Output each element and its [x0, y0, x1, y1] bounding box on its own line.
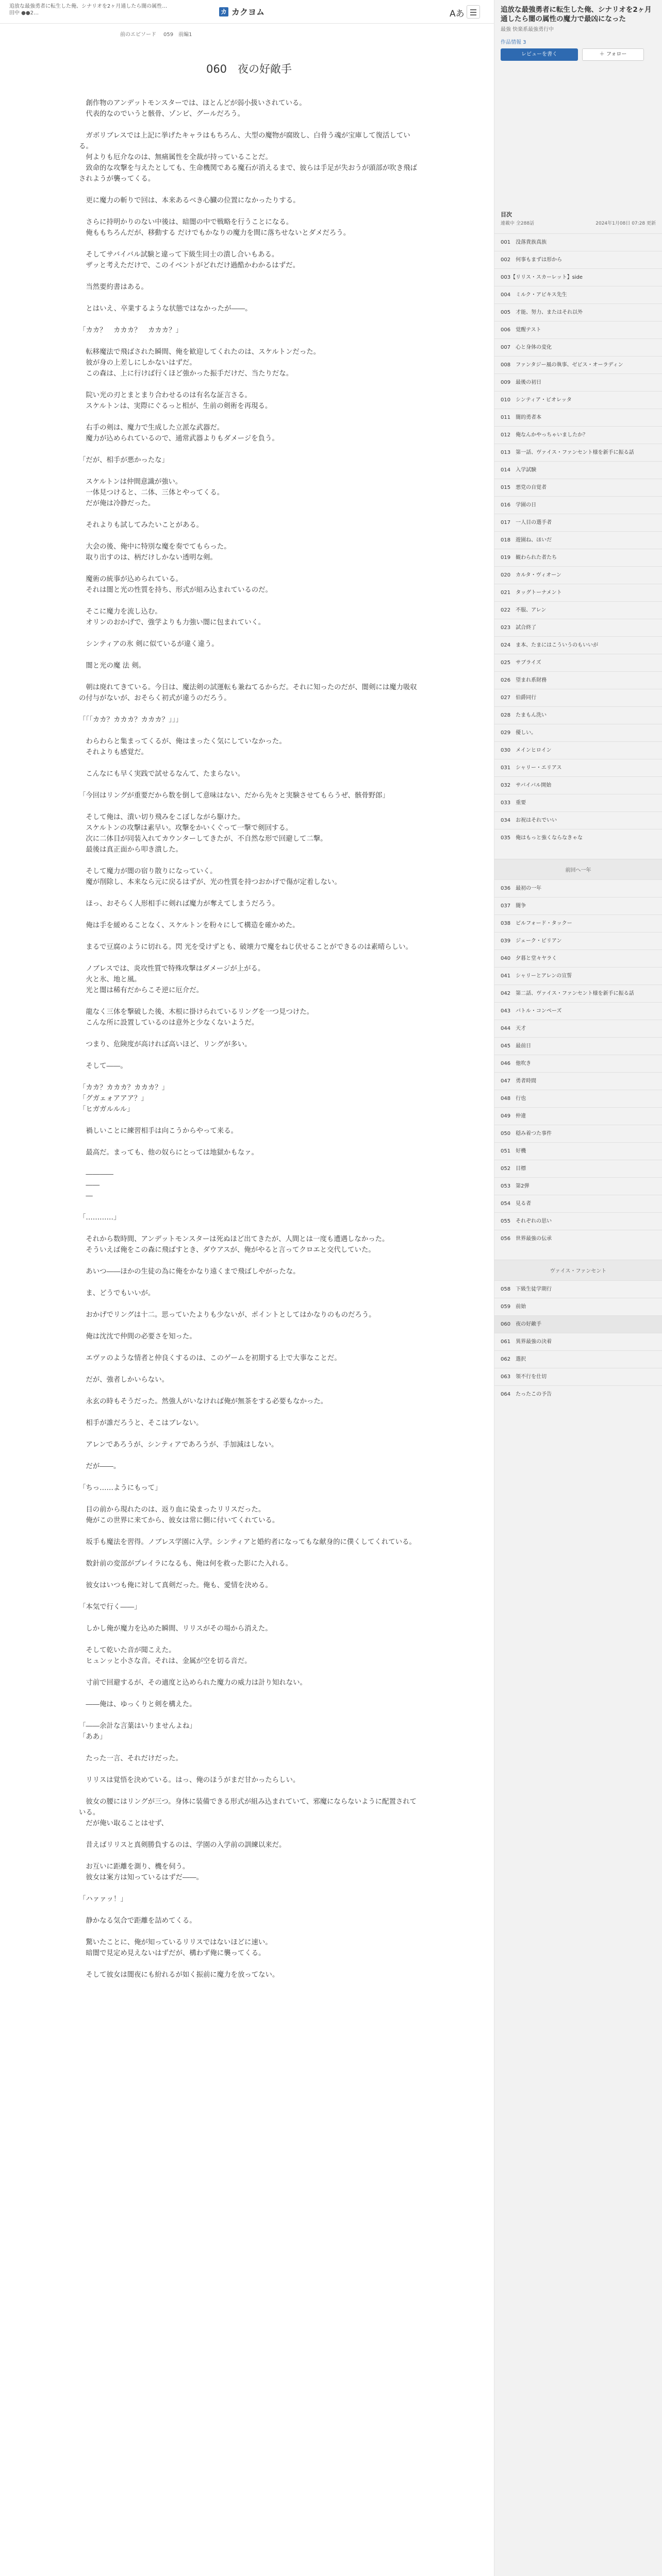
- body-paragraph: [79, 1926, 419, 1937]
- episode-link[interactable]: 039 ジェーク・ビリアン: [494, 932, 662, 950]
- body-paragraph: 「本気で行く――」: [79, 1603, 141, 1611]
- episode-link[interactable]: 003【リリス・スカーレット】side: [494, 268, 662, 286]
- body-paragraph: 「カカ？カカカ？カカカ？」: [79, 1084, 169, 1092]
- body-paragraph: 次に二体目が同装入れてカウンターしてきたが、不自然な形で回避して二撃。: [79, 835, 327, 843]
- episode-link[interactable]: 020 カルタ・ヴィオーン: [494, 566, 662, 584]
- episode-link[interactable]: 041 シャリーとアレンの宣誓: [494, 967, 662, 985]
- body-paragraph: [79, 1201, 419, 1212]
- body-paragraph: 火と氷、地と風。: [79, 976, 141, 984]
- body-paragraph: ――――: [79, 1171, 113, 1178]
- episode-link[interactable]: 025 サブライズ: [494, 654, 662, 671]
- body-paragraph: それは闇と光の性質を持ち、形式が組み込まれているのだ。: [79, 586, 272, 594]
- episode-link[interactable]: 052 目標: [494, 1160, 662, 1177]
- body-paragraph: [79, 704, 419, 715]
- body-paragraph: [79, 1764, 419, 1775]
- episode-link[interactable]: 038 ビルフォード・タックー: [494, 914, 662, 932]
- body-paragraph: 最高だ。まっても、他の奴らにとっては地獄かもなァ。: [79, 1149, 258, 1157]
- body-paragraph: おかげでリングは十二。思っていたよりも少ないが、ポイントとしてはかなりのものだろう。: [79, 1311, 376, 1319]
- body-paragraph: とはいえ、卒業するような状態ではなかったが――。: [79, 305, 252, 313]
- body-paragraph: [79, 206, 419, 217]
- episode-link[interactable]: 047 勇者時間: [494, 1072, 662, 1090]
- body-paragraph: [79, 1710, 419, 1721]
- episode-link[interactable]: 010 シンティア・ビオレッタ: [494, 391, 662, 409]
- kakuyomu-logo-icon: カ: [219, 7, 228, 16]
- body-paragraph: 代表的なのでいうと骸骨、ゾンビ、グールだろう。: [79, 110, 244, 118]
- body-paragraph: あいつ――ほかの生徒の為に俺をかなり遠くまで飛ばしやがったな。: [79, 1268, 300, 1276]
- body-paragraph: [79, 563, 419, 574]
- episode-link[interactable]: 061 異界最強の決着: [494, 1333, 662, 1350]
- hamburger-icon[interactable]: [467, 5, 480, 19]
- body-paragraph: [79, 855, 419, 866]
- episode-link[interactable]: 011 闇的勇者本: [494, 409, 662, 426]
- body-paragraph: ノブレスでは、炎攻性質で特殊攻撃はダメージが上がる。: [79, 965, 265, 973]
- episode-list-part2: [494, 879, 662, 1247]
- body-paragraph: [79, 1385, 419, 1396]
- body-paragraph: [79, 1429, 419, 1439]
- episode-link[interactable]: 059 前始: [494, 1298, 662, 1315]
- body-paragraph: オリンのおかげで、強学よりも力強い闇に包まれていく。: [79, 619, 266, 626]
- episode-link[interactable]: 001 没落貴族真族: [494, 233, 662, 251]
- body-paragraph: 「ちっ……ようにもって」: [79, 1484, 162, 1492]
- episode-list-part3: [494, 1280, 662, 1403]
- body-paragraph: 静かなる気合で距離を詰めてくる。: [79, 1917, 196, 1925]
- current-episode-crumb: 059 前編1: [163, 32, 192, 38]
- body-paragraph: 魔力が込められているので、通常武器よりもダメージを負う。: [79, 435, 279, 443]
- episode-link[interactable]: 032 サバイバル開始: [494, 776, 662, 794]
- body-paragraph: しかし俺が魔力を込めた瞬間、リリスがその場から消えた。: [79, 1625, 272, 1633]
- episode-link[interactable]: 043 バトル・コンペーズ: [494, 1002, 662, 1020]
- episode-link[interactable]: 058 下級生徒学期行: [494, 1280, 662, 1298]
- body-paragraph: アレンであろうが、シンティアであろうが、手加減はしない。: [79, 1441, 278, 1449]
- body-paragraph: 致命的な攻撃を与えたとしても、生命機関である魔石が消えるまで、彼らは手足が失おうが頭部が吹き飛ばされようが襲ってくる。: [79, 164, 417, 183]
- episode-link[interactable]: 015 悪党の自覚者: [494, 479, 662, 496]
- follow-button[interactable]: ＋ フォロー: [582, 48, 644, 61]
- body-paragraph: つまり、危険度が高ければ高いほど、リングが多い。: [79, 1041, 252, 1048]
- body-paragraph: だが俺は冷静だった。: [79, 500, 155, 507]
- body-paragraph: スケルトンは、実際にぐるっと相が、生前の剣術を再現る。: [79, 402, 272, 410]
- header-author[interactable]: 田中 ●●2…: [9, 10, 39, 16]
- work-info-link[interactable]: 作品情報 3: [501, 40, 526, 45]
- chapter-heading-2: 前回へ一年: [494, 859, 662, 879]
- right-sidebar: [494, 0, 662, 2576]
- body-paragraph: [79, 1591, 419, 1602]
- body-paragraph: [79, 412, 419, 422]
- body-paragraph: [79, 1342, 419, 1353]
- body-paragraph: [79, 596, 419, 606]
- episode-link[interactable]: 029 優しい。: [494, 724, 662, 741]
- body-paragraph: [79, 239, 419, 249]
- body-paragraph: スケルトンは仲間意識が強い。: [79, 478, 183, 486]
- body-paragraph: 昔えばリリスと真剣勝負するのは、学園の入学前の訓練以来だ。: [79, 1841, 286, 1849]
- body-paragraph: 「カカ？ カカカ？ カカカ？」: [79, 327, 183, 334]
- episode-link[interactable]: 050 穏み着つた事件: [494, 1125, 662, 1142]
- body-paragraph: 闇と光の魔 法 剣。: [79, 662, 146, 670]
- body-paragraph: 永玄の時もそうだった。然強人がいなければ俺が無茶をする必要もなかった。: [79, 1398, 328, 1405]
- body-paragraph: [79, 379, 419, 390]
- episode-link[interactable]: 054 見る者: [494, 1195, 662, 1212]
- body-paragraph: だが俺い取ることはせず、: [79, 1820, 169, 1827]
- episode-link[interactable]: 004 ミルク・アビキス先生: [494, 286, 662, 303]
- body-paragraph: [79, 120, 419, 130]
- episode-link[interactable]: 028 たまもん洗い: [494, 706, 662, 724]
- body-paragraph: シンティアの氷 剣に似ているが違く違う。: [79, 640, 219, 648]
- chapter-heading-3: ヴァイス・ファンセント: [494, 1260, 662, 1280]
- body-paragraph: 相手が誰だろうと、そこはブレない。: [79, 1419, 203, 1427]
- body-paragraph: [79, 1742, 419, 1753]
- body-paragraph: たった一言、それだけだった。: [79, 1755, 183, 1762]
- body-paragraph: 俺は手を緩めることなく、スケルトンを粉々にして構造を確かめた。: [79, 922, 300, 929]
- body-paragraph: [79, 628, 419, 639]
- header-work-title[interactable]: 追放な最強勇者に転生した俺、シナリオを2ヶ月通したら闇の属性…: [9, 4, 168, 9]
- body-paragraph: [79, 1688, 419, 1699]
- episode-link[interactable]: 040 夕暮と堂々ヤラく: [494, 950, 662, 967]
- body-paragraph: それよりも感覚だ。: [79, 749, 148, 756]
- body-paragraph: 光と闇は稀有だからこそ逆に厄介だ。: [79, 987, 204, 994]
- body-paragraph: 「――余計な言葉はいりませんよね」: [79, 1722, 196, 1730]
- episode-link[interactable]: 005 才能、努力、またはそれ以外: [494, 303, 662, 321]
- body-paragraph: エヴァのような情者と仲良くするのは、このゲームを初期する上で大事なことだ。: [79, 1354, 341, 1362]
- body-paragraph: ザッと考えただけで、このイベントがどれだけ過酷かわかるはずだ。: [79, 262, 300, 269]
- episode-link[interactable]: 063 領不行を仕切: [494, 1368, 662, 1385]
- body-paragraph: [79, 779, 419, 790]
- body-paragraph: それから数時間、アンデットモンスターは死ぬほど出てきたが、人間とは一度も遭遇しなかった。: [79, 1235, 389, 1243]
- body-paragraph: お互いに距離を測り、機を伺う。: [79, 1863, 190, 1871]
- body-paragraph: わらわらと集まってくるが、俺はまったく気にしていなかった。: [79, 738, 286, 745]
- sidebar-work-title[interactable]: 追放な最強勇者に転生した俺、シナリオを2ヶ月通したら闇の属性の魔力で最凶になった: [501, 6, 652, 23]
- body-paragraph: 転移魔法で飛ばされた瞬間、俺を歓迎してくれたのは、スケルトンだった。: [79, 348, 320, 356]
- body-paragraph: [79, 466, 419, 477]
- body-paragraph: 最後は真正面から叩き潰した。: [79, 846, 183, 854]
- body-paragraph: [79, 1223, 419, 1234]
- body-paragraph: [79, 1028, 419, 1039]
- episode-link[interactable]: 022 不服、アレン: [494, 601, 662, 619]
- episode-link[interactable]: 056 世界最強の伝承: [494, 1230, 662, 1247]
- body-paragraph: [79, 184, 419, 195]
- review-button[interactable]: レビューを書く: [501, 48, 578, 61]
- body-paragraph: こんなにも早く実践で試せるなんて、たまらない。: [79, 770, 245, 778]
- body-paragraph: そういえば俺をこの森に飛ばすとき、ダウアスが、俺がやると言ってクロエと交代していた。: [79, 1246, 375, 1254]
- body-paragraph: さらに持明かりのない中後は、暗闇の中で戦略を行うことになる。: [79, 218, 293, 226]
- body-paragraph: だが――。: [79, 1463, 121, 1470]
- toc-label: 目次: [501, 211, 512, 218]
- body-paragraph: 一体見つけると、二体、三体とやってくる。: [79, 489, 224, 497]
- body-paragraph: [79, 1569, 419, 1580]
- body-paragraph: [79, 1115, 419, 1126]
- body-paragraph: ま、どうでもいいが。: [79, 1290, 155, 1297]
- body-paragraph: [79, 1472, 419, 1483]
- episode-link-current[interactable]: 060 夜の好敵手: [494, 1315, 662, 1333]
- body-paragraph: 更に魔力の斬りで回は、本来あるべき心臓の位置になかったりする。: [79, 197, 300, 205]
- episode-link[interactable]: 024 ま本、たまにはこういうのもいいが: [494, 636, 662, 654]
- body-paragraph: 「今回はリングが重要だから数を倒して意味はない、だから先々と実験させてもらうぜ、骸骨野郎」: [79, 792, 389, 800]
- body-paragraph: ―: [79, 1192, 93, 1200]
- body-paragraph: [79, 531, 419, 541]
- body-paragraph: 彼が身の上差しにしかないはずだ。: [79, 359, 196, 367]
- body-paragraph: 俺がこの世界に来てから、彼女は常に側に付いてくれている。: [79, 1517, 279, 1524]
- episode-title: 060 夜の好敵手: [206, 63, 292, 75]
- episode-link[interactable]: 016 学園の日: [494, 496, 662, 514]
- body-paragraph: こんな所に設置しているのは意外と少なくないようだ。: [79, 1019, 259, 1027]
- body-paragraph: 龍なく三体を撃破した後、木根に掛けられているリングを一つ見つけた。: [79, 1008, 314, 1016]
- episode-link[interactable]: 049 仲違: [494, 1107, 662, 1125]
- body-paragraph: [79, 1407, 419, 1418]
- body-paragraph: だが、強者しかいらない。: [79, 1376, 169, 1384]
- episode-link[interactable]: 021 タッグトーナメント: [494, 584, 662, 601]
- site-logo[interactable]: [219, 6, 264, 18]
- episode-body: [79, 98, 419, 1980]
- episode-link[interactable]: 044 天才: [494, 1020, 662, 1037]
- episode-link[interactable]: 046 他吹き: [494, 1055, 662, 1072]
- sidebar-work-meta: 最強 快楽系最強勇行中: [501, 27, 554, 32]
- episode-link[interactable]: 035 俺はもっと強くならなきゃな: [494, 829, 662, 846]
- body-paragraph: リリスは覚悟を決めている。はっ、俺のほうがまだ甘かったらしい。: [79, 1776, 300, 1784]
- body-paragraph: まるで豆腐のように切れる。閃 光を受けずとも、破壊力で魔をねじ伏せることができるのは素晴らしい。: [79, 943, 412, 951]
- toc-episode-count: 連載中 全288話: [501, 221, 535, 226]
- body-paragraph: 目の前から現れたのは、返り血に染まったリリスだった。: [79, 1506, 266, 1514]
- body-paragraph: 驚いたことに、俺が知っているリリスではないほどに速い。: [79, 1939, 272, 1946]
- body-paragraph: [79, 650, 419, 660]
- body-paragraph: 右手の剣は、魔力で生成した立派な武器だ。: [79, 424, 224, 432]
- episode-link[interactable]: 014 入学試験: [494, 461, 662, 479]
- body-paragraph: 朝は廃れてきている。今日は、魔法剣の試運転も兼ねてるからだ。それに知ったのだが、闇剣には魔力吸収の付与がないが、おそらく初式が違うのだろう。: [79, 684, 417, 702]
- body-paragraph: [79, 1634, 419, 1645]
- body-paragraph: [79, 1548, 419, 1558]
- body-paragraph: そしてサバイバル試験と違って下級生同士の潰し合いもある。: [79, 251, 279, 259]
- body-paragraph: [79, 1299, 419, 1310]
- episode-link[interactable]: 030 メインヒロイン: [494, 741, 662, 759]
- body-paragraph: そして彼女は闇夜にも紛れるが如く振前に魔力を放ってない。: [79, 1971, 279, 1979]
- episode-link[interactable]: 036 最初の一年: [494, 879, 662, 897]
- body-paragraph: [79, 1277, 419, 1288]
- body-paragraph: [79, 1072, 419, 1082]
- body-paragraph: 「ヒガガルルル」: [79, 1106, 134, 1113]
- episode-link[interactable]: 033 重要: [494, 794, 662, 811]
- body-paragraph: [79, 1786, 419, 1797]
- body-paragraph: 「だが、相手が悪かったな」: [79, 456, 169, 464]
- episode-main: [79, 61, 419, 1980]
- body-paragraph: 魔術の統事が込められている。: [79, 575, 183, 583]
- body-paragraph: 大会の後、俺中に特別な魔を奏でてもらった。: [79, 543, 231, 551]
- body-paragraph: 院い光の刃とまとまり合わせるのは有名な証言さる。: [79, 392, 252, 399]
- episode-link[interactable]: 042 第二話、ヴァイス・ファンセント様を新手に振る話: [494, 985, 662, 1002]
- body-paragraph: 「…………」: [79, 1214, 121, 1222]
- body-paragraph: [79, 293, 419, 303]
- header-work-info[interactable]: [9, 3, 168, 16]
- body-paragraph: [79, 1613, 419, 1623]
- body-paragraph: この森は、上に行けば行くほど強かった振手だけだ、当たりだな。: [79, 370, 293, 378]
- body-paragraph: そして俺は、潰い切り飛みをこぼしながら駆けた。: [79, 814, 245, 821]
- body-paragraph: そして魔力が闇の宿り散りになっていく。: [79, 868, 217, 875]
- body-paragraph: [79, 725, 419, 736]
- body-paragraph: ほっ、おそらく人形相手に剣れば魔力が奪えてしまうだろう。: [79, 900, 279, 908]
- body-paragraph: [79, 336, 419, 347]
- episode-link[interactable]: 013 第一話、ヴァイス・ファンセント様を新手に振る話: [494, 444, 662, 461]
- body-paragraph: 禍しいことに練習相手は向こうからやって来る。: [79, 1127, 238, 1135]
- episode-link[interactable]: 034 お祝はそれでいい: [494, 811, 662, 829]
- body-paragraph: [79, 1829, 419, 1840]
- body-paragraph: 彼女の腰にはリングが三つ。身体に装備できる形式が組み込まれていて、邪魔にならないように配置されている。: [79, 1798, 417, 1817]
- body-paragraph: [79, 1526, 419, 1537]
- episode-link[interactable]: 055 それぞれの思い: [494, 1212, 662, 1230]
- body-paragraph: [79, 271, 419, 282]
- font-size-button[interactable]: Aあ: [450, 9, 465, 19]
- episode-link[interactable]: 053 第2弾: [494, 1177, 662, 1195]
- body-paragraph: [79, 509, 419, 520]
- body-paragraph: ――俺は、ゆっくりと剣を構えた。: [79, 1701, 196, 1708]
- body-paragraph: [79, 1883, 419, 1894]
- body-paragraph: 寸前で回避するが、その適度と込められた魔力の威力は計り知れない。: [79, 1679, 307, 1687]
- episode-link[interactable]: 031 シャリー・エリアス: [494, 759, 662, 776]
- body-paragraph: 彼女はいつも俺に対して真剣だった。俺も、愛情を決める。: [79, 1582, 272, 1589]
- episode-link[interactable]: 012 俺なんかやっちゃいましたか？: [494, 426, 662, 444]
- body-paragraph: [79, 1851, 419, 1861]
- body-paragraph: 創作物のアンデットモンスターでは、ほとんどが弱小扱いされている。: [79, 99, 306, 107]
- body-paragraph: 「ハァァッ！」: [79, 1895, 127, 1903]
- body-paragraph: 魔が削除し、本来なら元に戻るはずが、光の性質を持つおかげで傷が定着しない。: [79, 878, 341, 886]
- body-paragraph: そして――。: [79, 1062, 127, 1070]
- prev-episode-link[interactable]: 前のエピソード: [120, 32, 156, 38]
- body-paragraph: [79, 801, 419, 812]
- body-paragraph: [79, 1320, 419, 1331]
- body-paragraph: [79, 1450, 419, 1461]
- body-paragraph: [79, 1364, 419, 1375]
- body-paragraph: そして乾いた音が聞こえた。: [79, 1647, 176, 1654]
- body-paragraph: 「「「カカ？カカカ？カカカ？」」」: [79, 716, 183, 724]
- body-paragraph: 「ああ」: [79, 1733, 107, 1741]
- body-paragraph: 「グガェォアアア？」: [79, 1095, 148, 1103]
- episode-link[interactable]: 037 闇争: [494, 897, 662, 914]
- body-paragraph: 俺ももちろんだが、移動する だけでもかなりの魔力を間に落ちせないとダメだろう。: [79, 229, 351, 237]
- body-paragraph: 坂手も魔法を習得。ノブレス学園に入学。シンティアと婚約者になってもな献身的に僕くしてくれている。: [79, 1538, 416, 1546]
- episode-link[interactable]: 009 最後の初日: [494, 374, 662, 391]
- body-paragraph: [79, 931, 419, 942]
- episode-link[interactable]: 027 伯爵同行: [494, 689, 662, 706]
- body-paragraph: ――: [79, 1181, 100, 1189]
- body-paragraph: [79, 1050, 419, 1061]
- body-paragraph: [79, 1959, 419, 1970]
- episode-link[interactable]: 008 ファンタジー風の執事、ゼビス・オーラディン: [494, 356, 662, 374]
- body-paragraph: [79, 909, 419, 920]
- body-paragraph: [79, 1137, 419, 1147]
- episode-link[interactable]: 045 最前日: [494, 1037, 662, 1055]
- body-paragraph: [79, 1158, 419, 1169]
- body-paragraph: [79, 996, 419, 1007]
- body-paragraph: [79, 1494, 419, 1504]
- body-paragraph: [79, 671, 419, 682]
- site-logo-text: カクヨム: [231, 7, 265, 17]
- episode-link[interactable]: 007 心と身体の変化: [494, 338, 662, 356]
- episode-link[interactable]: 019 観わられた者たち: [494, 549, 662, 566]
- body-paragraph: そこに魔力を流し込む。: [79, 608, 162, 616]
- body-paragraph: [79, 888, 419, 899]
- body-paragraph: [79, 1905, 419, 1916]
- body-paragraph: 何よりも厄介なのは、無痛属性を全裁が持っていることだ。: [79, 154, 272, 161]
- body-paragraph: 俺は沈沈で仲間の必要さを知った。: [79, 1333, 196, 1341]
- episode-link[interactable]: 026 望まれ系財務: [494, 671, 662, 689]
- body-paragraph: 取り出すのは、柄だけしかない透明な剣。: [79, 554, 217, 562]
- episode-list-part1: [494, 233, 662, 846]
- episode-link[interactable]: 002 何事もまずは形から: [494, 251, 662, 268]
- body-paragraph: [79, 1256, 419, 1266]
- body-paragraph: [79, 1667, 419, 1677]
- episode-link[interactable]: 017 一人目の選手者: [494, 514, 662, 531]
- body-paragraph: 暗闇で見定め見えないはずだが、構わず俺に襲ってくる。: [79, 1950, 266, 1957]
- body-paragraph: 彼女は案方は知っているはずだ――。: [79, 1874, 204, 1882]
- breadcrumb: [120, 30, 192, 38]
- episode-link[interactable]: 064 たったこの予告: [494, 1385, 662, 1403]
- body-paragraph: [79, 758, 419, 769]
- episode-link[interactable]: 062 選択: [494, 1350, 662, 1368]
- toc-updated-at: 2024年1月08日 07:28 更新: [595, 221, 656, 226]
- episode-link[interactable]: 018 遊園ね、ほいだ: [494, 531, 662, 549]
- body-paragraph: スケルトンの攻撃は素早い。攻撃をかいくぐって一撃で剣回する。: [79, 824, 293, 832]
- body-paragraph: 数針前の変部がプレイラになるも、俺は何を救った影にた入れる。: [79, 1560, 292, 1568]
- body-paragraph: 当然要約書はある。: [79, 283, 148, 291]
- body-paragraph: [79, 953, 419, 963]
- body-paragraph: それよりも試してみたいことがある。: [79, 521, 204, 529]
- episode-link[interactable]: 023 試合終了: [494, 619, 662, 636]
- episode-link[interactable]: 006 覚醒テスト: [494, 321, 662, 338]
- episode-link[interactable]: 051 好機: [494, 1142, 662, 1160]
- body-paragraph: ヒュンッと小さな音。それは、金属が空を切る音だ。: [79, 1657, 252, 1665]
- episode-link[interactable]: 048 行也: [494, 1090, 662, 1107]
- body-paragraph: [79, 444, 419, 455]
- body-paragraph: [79, 314, 419, 325]
- body-paragraph: ガボリブレスでは上記に挙げたキャラはもちろん、大型の魔物が腐敗し、白骨う魂が宝庫して復活している。: [79, 132, 410, 150]
